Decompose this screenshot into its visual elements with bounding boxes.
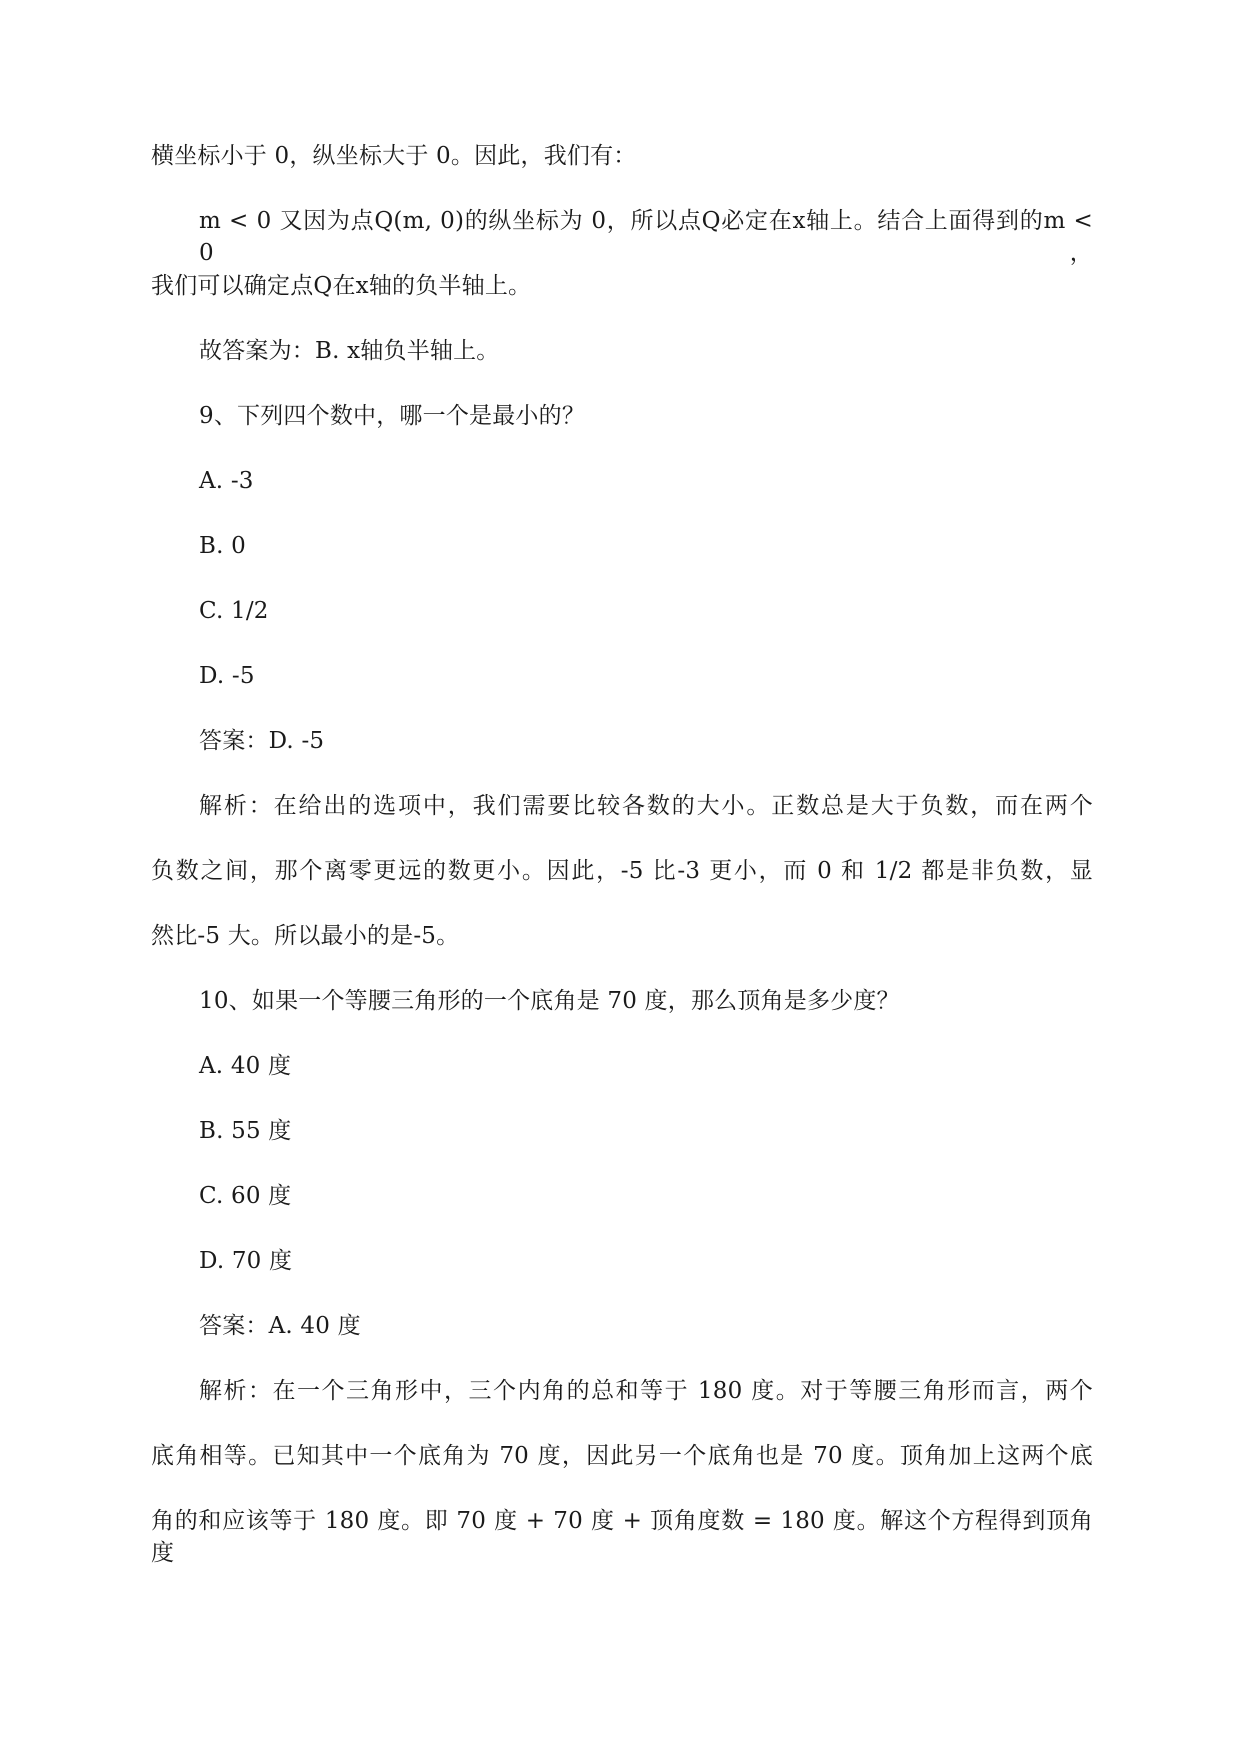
q10-explanation-line-3: 角的和应该等于 180 度。即 70 度 + 70 度 + 顶角度数 = 180 度。解这个方程得到顶角度 [151,1508,1093,1566]
q9-explanation-line-1: 解析：在给出的选项中，我们需要比较各数的大小。正数总是大于负数，而在两个 [199,793,1093,819]
q9-answer: 答案：D. -5 [199,728,325,754]
q10-option-a: A. 40 度 [199,1053,292,1079]
q10-option-d: D. 70 度 [199,1248,293,1274]
text-line-2: m < 0 又因为点Q(m, 0)的纵坐标为 0，所以点Q必定在x轴上。结合上面得到的m < 0， [199,208,1093,266]
q10-answer: 答案：A. 40 度 [199,1313,361,1339]
text-line-3: 我们可以确定点Q在x轴的负半轴上。 [151,273,532,299]
q9-option-a: A. -3 [199,468,254,494]
answer-line-q8: 故答案为：B. x轴负半轴上。 [199,338,500,364]
q9-option-b: B. 0 [199,533,246,559]
q9-explanation-line-2: 负数之间，那个离零更远的数更小。因此，-5 比-3 更小，而 0 和 1/2 都是非负数，显 [151,858,1093,884]
question-9: 9、下列四个数中，哪一个是最小的？ [199,403,586,429]
q10-option-c: C. 60 度 [199,1183,292,1209]
document-page [151,140,1093,1570]
q9-option-c: C. 1/2 [199,598,269,624]
q10-explanation-line-2: 底角相等。已知其中一个底角为 70 度，因此另一个底角也是 70 度。顶角加上这两个底 [151,1443,1093,1469]
q9-option-d: D. -5 [199,663,255,689]
text-line-1: 横坐标小于 0，纵坐标大于 0。因此，我们有： [151,143,637,169]
q10-explanation-line-1: 解析：在一个三角形中，三个内角的总和等于 180 度。对于等腰三角形而言，两个 [199,1378,1093,1404]
q10-option-b: B. 55 度 [199,1118,292,1144]
question-10: 10、如果一个等腰三角形的一个底角是 70 度，那么顶角是多少度？ [199,988,900,1014]
q9-explanation-line-3: 然比-5 大。所以最小的是-5。 [151,923,460,949]
